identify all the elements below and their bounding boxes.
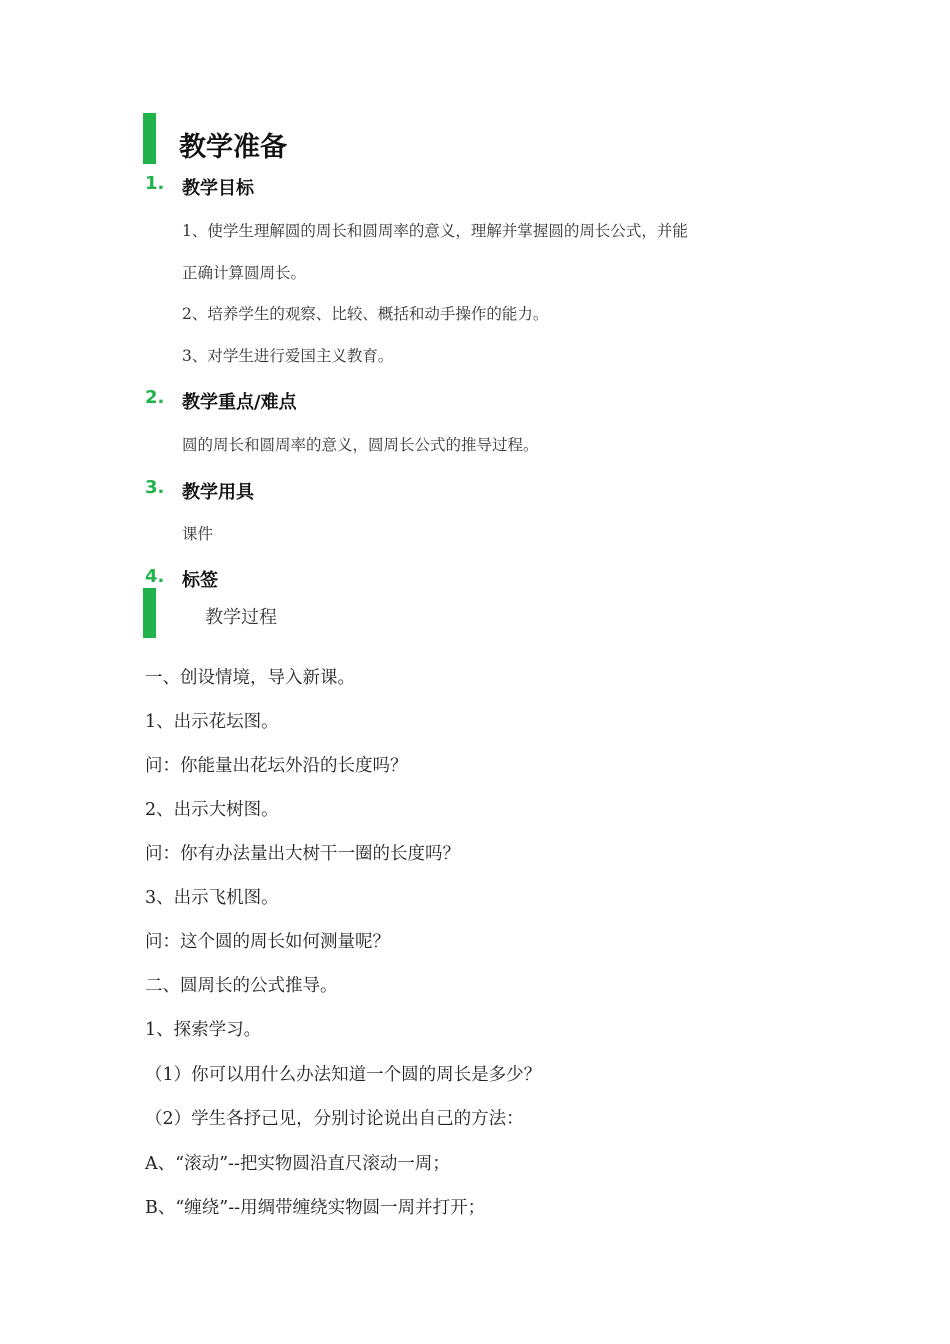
body-line: 问：你有办法量出大树干一圈的长度吗？: [145, 844, 460, 864]
body-line: 1、探索学习。: [145, 1020, 262, 1040]
body-line: 问：你能量出花坛外沿的长度吗？: [145, 756, 408, 776]
body-line: B、“缠绕”--用绸带缠绕实物圆一周并打开；: [145, 1198, 486, 1218]
heading-accent-bar: [143, 113, 156, 164]
body-line: 1、出示花坛图。: [145, 712, 279, 732]
section-text-line: 圆的周长和圆周率的意义，圆周长公式的推导过程。: [182, 436, 539, 454]
body-line: 问：这个圆的周长如何测量呢？: [145, 932, 390, 952]
section-title: 教学用具: [182, 482, 254, 503]
section-text-line: 课件: [182, 525, 214, 543]
body-line: 2、出示大树图。: [145, 800, 279, 820]
section-text-line: 3、对学生进行爱国主义教育。: [182, 347, 394, 365]
body-line: 一、创设情境，导入新课。: [145, 668, 355, 688]
section-title: 标签: [182, 570, 218, 591]
page-title: 教学准备: [179, 132, 287, 163]
section-number: 2.: [145, 387, 165, 408]
section-text-line: 2、培养学生的观察、比较、概括和动手操作的能力。: [182, 305, 549, 323]
section-title: 教学目标: [182, 178, 254, 199]
section-title: 教学重点/难点: [182, 392, 297, 413]
body-line: （2）学生各抒己见，分别讨论说出自己的方法：: [145, 1109, 524, 1129]
subheading: 教学过程: [205, 607, 277, 628]
subheading-accent-bar: [143, 588, 156, 638]
section-text-line: 正确计算圆周长。: [182, 264, 307, 282]
section-text-line: 1、使学生理解圆的周长和圆周率的意义，理解并掌握圆的周长公式，并能: [182, 222, 688, 240]
section-number: 4.: [145, 566, 165, 587]
body-line: （1）你可以用什么办法知道一个圆的周长是多少？: [145, 1065, 542, 1085]
body-line: 3、出示飞机图。: [145, 888, 279, 908]
body-line: A、“滚动”--把实物圆沿直尺滚动一周；: [145, 1154, 450, 1174]
section-number: 1.: [145, 173, 165, 194]
section-number: 3.: [145, 477, 165, 498]
body-line: 二、圆周长的公式推导。: [145, 976, 338, 996]
